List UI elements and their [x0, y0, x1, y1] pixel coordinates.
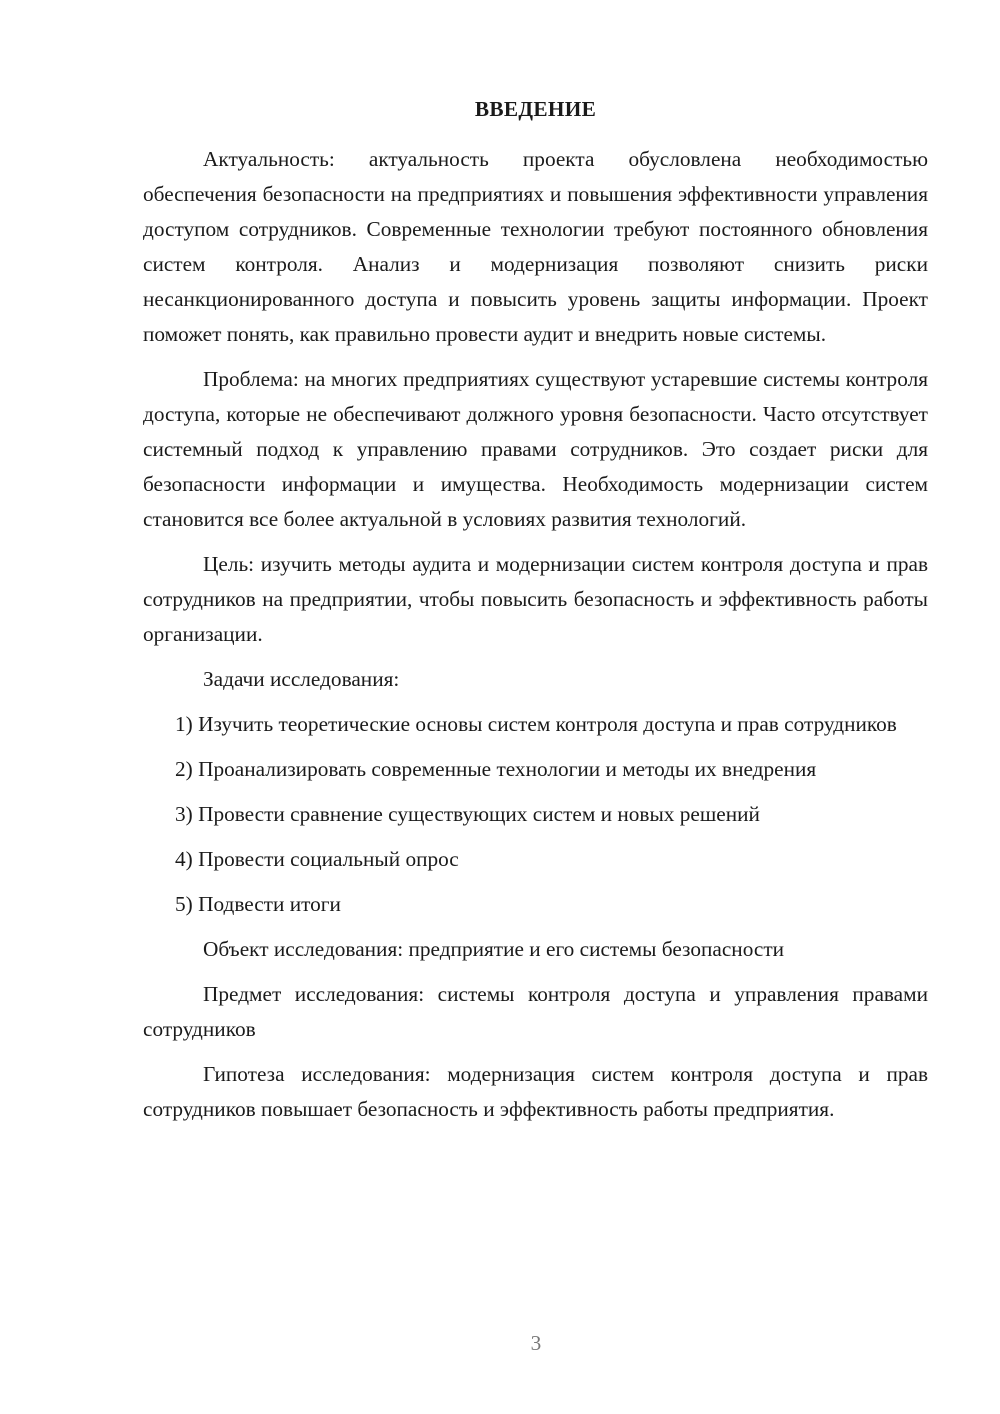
paragraph-relevance: Актуальность: актуальность проекта обусловлена необходимостью обеспечения безопасности на предприятиях и повышения эффективности управления доступом сотрудников. Современные технологии требуют постоянного обновления систем контроля. Анализ и модернизация позволяют снизить риски несанкционированного доступа и повысить уровень защиты информации. Проект поможет понять, как правильно провести аудит и внедрить новые системы.	[143, 147, 928, 346]
paragraph-goal: Цель: изучить методы аудита и модернизации систем контроля доступа и прав сотрудников на предприятии, чтобы повысить безопасность и эффективность работы организации.	[143, 552, 928, 646]
paragraph-hypothesis: Гипотеза исследования: модернизация систем контроля доступа и прав сотрудников повышает безопасность и эффективность работы предприятия.	[143, 1062, 928, 1121]
paragraph-subject: Предмет исследования: системы контроля доступа и управления правами сотрудников	[143, 982, 928, 1041]
paragraph-problem: Проблема: на многих предприятиях существуют устаревшие системы контроля доступа, которые не обеспечивают должного уровня безопасности. Часто отсутствует системный подход к управлению правами сотрудников. Это создает риски для безопасности информации и имущества. Необходимость модернизации систем становится все более актуальной в условиях развития технологий.	[143, 367, 928, 531]
paragraph-object: Объект исследования: предприятие и его системы безопасности	[203, 937, 785, 961]
task-list	[143, 707, 928, 922]
list-item: 4) Провести социальный опрос	[175, 847, 459, 871]
document-page	[143, 92, 928, 1137]
list-item: 2) Проанализировать современные технологии и методы их внедрения	[175, 757, 817, 781]
paragraph-tasks-intro: Задачи исследования:	[203, 667, 400, 691]
list-item: 1) Изучить теоретические основы систем контроля доступа и прав сотрудников	[175, 712, 897, 736]
list-item: 5) Подвести итоги	[175, 892, 341, 916]
section-heading: ВВЕДЕНИЕ	[474, 97, 597, 121]
page-number: 3	[530, 1331, 542, 1355]
list-item: 3) Провести сравнение существующих систем и новых решений	[175, 802, 760, 826]
